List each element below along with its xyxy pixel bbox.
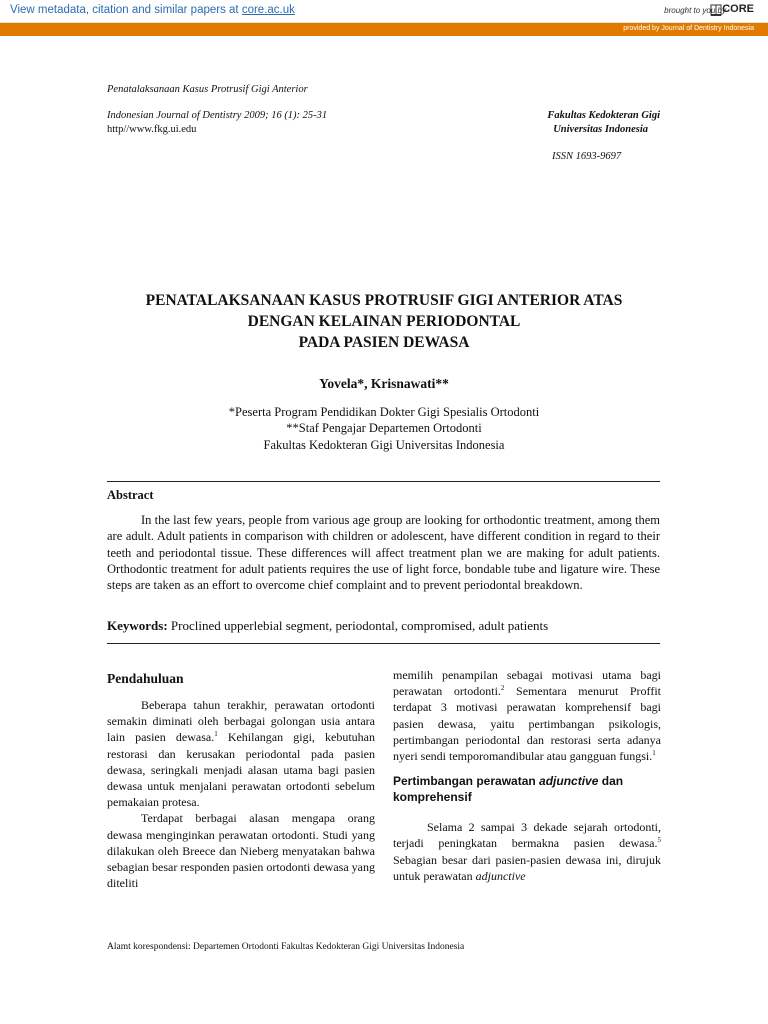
journal-url: http//www.fkg.ui.edu bbox=[107, 124, 197, 135]
abstract-heading: Abstract bbox=[107, 488, 154, 502]
journal-line: Indonesian Journal of Dentistry 2009; 16 (1): 25-31 bbox=[107, 110, 328, 121]
title-line-3: PADA PASIEN DEWASA bbox=[298, 334, 470, 351]
provided-by-label[interactable]: provided by Journal of Dentistry Indonesia bbox=[623, 25, 754, 32]
core-logo-icon bbox=[710, 3, 722, 17]
core-banner bbox=[0, 0, 768, 23]
right-p2-italic: adjunctive bbox=[475, 868, 526, 883]
right-p1b-text: Sementara menurut Proffit terdapat 3 motivasi perawatan komprehensif bagi pasien dewasa, yaitu pertimbangan psikologis, pertimbangan periodontal dan restorasi serta adanya nyeri sendi temporomandibular atau gangguan fungsi. bbox=[393, 684, 661, 764]
core-link-prefix: View metadata, citation and similar papers at bbox=[10, 4, 242, 16]
faculty-line2: Universitas Indonesia bbox=[553, 124, 648, 135]
affiliation-2: **Staf Pengajar Departemen Ortodonti bbox=[286, 421, 482, 435]
correspondence-footer: Alamt korespondensi: Departemen Ortodonti Fakultas Kedokteran Gigi Universitas Indonesia bbox=[107, 942, 465, 952]
core-metadata-link[interactable] bbox=[10, 4, 295, 16]
subheading-part-a: Pertimbangan perawatan bbox=[393, 774, 540, 789]
keywords-label: Keywords: bbox=[107, 618, 168, 633]
faculty-line1: Fakultas Kedokteran Gigi bbox=[547, 110, 660, 121]
running-title: Penatalaksanaan Kasus Protrusif Gigi Anterior bbox=[107, 84, 308, 95]
title-line-1: PENATALAKSANAAN KASUS PROTRUSIF GIGI ANTERIOR ATAS bbox=[145, 292, 623, 309]
authors: Yovela*, Krisnawati** bbox=[319, 376, 449, 391]
subheading-adjunctive bbox=[393, 773, 661, 805]
ref-1: 1 bbox=[214, 730, 218, 739]
keywords-text: Proclined upperlebial segment, periodontal, compromised, adult patients bbox=[167, 618, 549, 633]
core-link-site: core.ac.uk bbox=[241, 4, 295, 16]
intro-paragraph-2: Terdapat berbagai alasan mengapa orang dewasa menginginkan perawatan ortodonti. Studi yang dilakukan oleh Breece dan Nieberg menyatakan bahwa sebagian besar responden pasien ortodonti dewasa yang diteliti bbox=[107, 811, 375, 891]
keywords bbox=[107, 618, 660, 634]
rule-bottom bbox=[107, 643, 660, 644]
right-column bbox=[393, 667, 661, 884]
rule-top bbox=[107, 481, 660, 482]
intro-paragraph-1 bbox=[107, 697, 375, 810]
affiliation-1: *Peserta Program Pendidikan Dokter Gigi Spesialis Ortodonti bbox=[228, 405, 540, 419]
abstract-text: In the last few years, people from various age group are looking for orthodontic treatment, among them are adult. Adult patients in comparison with children or adolescent, have different condition in regard to their teeth and periodontal tissue. These differences will affect treatment plan we are making for adult patients. Orthodontic treatment for adult patients requires the use of light force, bondable tube and ligature wire. These steps are taken as an effort to overcome chief complaint and to prevent periodontal breakdown. bbox=[107, 513, 660, 593]
right-paragraph-2 bbox=[393, 819, 661, 884]
issn: ISSN 1693-9697 bbox=[552, 151, 622, 162]
intro-p1-text: Beberapa tahun terakhir, perawatan ortodonti semakin diminati oleh berbagai golongan usia antara lain pasien dewasa. bbox=[107, 698, 375, 745]
right-p1-text: memilih penampilan sebagai motivasi utama bagi perawatan ortodonti. bbox=[393, 668, 661, 699]
left-column bbox=[107, 671, 375, 891]
core-logo[interactable]: CORE bbox=[722, 3, 754, 15]
brought-to-you-label: brought to you by bbox=[664, 6, 726, 15]
ref-1b: 1 bbox=[652, 749, 656, 758]
right-p2-text: Selama 2 sampai 3 dekade sejarah ortodonti, terjadi peningkatan bermakna pasien dewasa. bbox=[393, 820, 661, 851]
right-p2b-text: Sebagian besar dari pasien-pasien dewasa ini, dirujuk untuk perawatan bbox=[393, 852, 661, 883]
affiliation-3: Fakultas Kedokteran Gigi Universitas Indonesia bbox=[263, 438, 505, 452]
title-line-2: DENGAN KELAINAN PERIODONTAL bbox=[247, 313, 521, 330]
intro-p1b-text: Kehilangan gigi, kebutuhan restorasi dan kerusakan periodontal pada pasien dewasa, seringkali menjadi alasan utama bagi pasien dewasa untuk menjalani perawatan ortodonti sebelum pemakaian protesa. bbox=[107, 730, 376, 810]
subheading-italic: adjunctive bbox=[539, 774, 599, 789]
paper-title bbox=[0, 290, 768, 353]
ref-2: 2 bbox=[500, 684, 505, 693]
ref-5: 5 bbox=[657, 836, 661, 845]
subheading-part-b: dan komprehensif bbox=[393, 774, 624, 805]
right-paragraph-1 bbox=[393, 667, 661, 764]
intro-heading: Pendahuluan bbox=[107, 671, 184, 686]
provider-bar bbox=[0, 23, 768, 36]
